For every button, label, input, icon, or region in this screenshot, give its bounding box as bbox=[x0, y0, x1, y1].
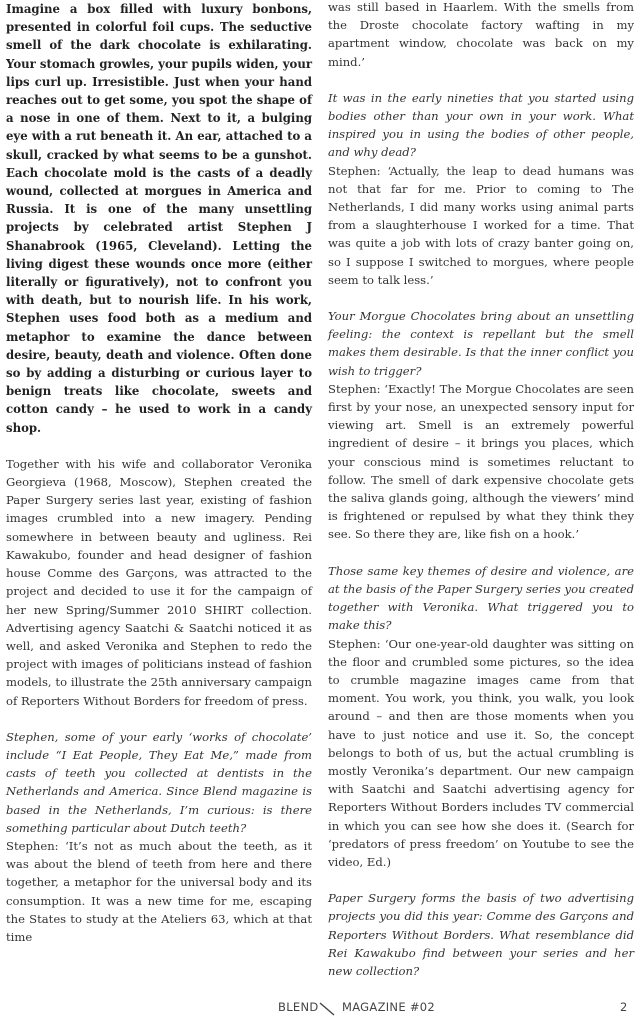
backslash-divider-icon bbox=[318, 1002, 336, 1016]
page-number: 2 bbox=[620, 1000, 628, 1014]
footer-brand: BLEND bbox=[278, 1000, 319, 1014]
interview-question: It was in the early nineties that you started using bodies other than your own in your work. What inspired you in using the bodies of other people, and why dead? bbox=[328, 90, 634, 160]
interview-question: Your Morgue Chocolates bring about an unsettling feeling: the context is repellant but the smell makes them desirable. Is that the inner conflict you wish to trigger? bbox=[328, 309, 634, 378]
interview-answer-continued: was still based in Haarlem. With the smells from the Droste chocolate factory wafting in my apartment window, chocolate was back on my mind.’ bbox=[328, 0, 634, 69]
interview-question: Those same key themes of desire and violence, are at the basis of the Paper Surgery series you created together with Veronika. What triggered you to make this? bbox=[328, 563, 634, 633]
footer-issue: MAGAZINE #02 bbox=[342, 1000, 436, 1014]
body-paragraph: Together with his wife and collaborator Veronika Georgieva (1968, Moscow), Stephen created the Paper Surgery series last year, existing of fashion images crumbled into a new imagery. Pending somewhere in between beauty and ugliness. Rei Kawakubo, founder and head designer of fashion house Comme des Garçons, was attracted to the project and decided to use it for the campaign of her new Spring/Summer 2010 SHIRT collection. Advertising agency Saatchi & Saatchi noticed it as well, and asked Veronika and Stephen to redo the project with images of politicians instead of fashion models, to illustrate the 25th anniversary campaign of Reporters Without Borders for freedom of press. bbox=[6, 456, 312, 708]
intro-paragraph: Imagine a box filled with luxury bonbons, presented in colorful foil cups. The seductive smell of the dark chocolate is exhilarating. Your stomach growles, your pupils widen, your lips curl up. Irresistible. Just when your hand reaches out to get some, you spot the shape of a nose in one of them. Next to it, a bulging eye with a rut beneath it. An ear, attached to a skull, cracked by what seems to be a gunshot. Each chocolate mold is the casts of a deadly wound, collected at morgues in America and Russia. It is one of the many unsettling projects by celebrated artist Stephen J Shanabrook (1965, Cleveland). Letting the living digest these wounds once more (either literally or figuratively), not to confront you with death, but to nourish life. In his work, Stephen uses food both as a medium and metaphor to examine the dance between desire, beauty, death and violence. Often done so by adding a disturbing or curious layer to benign treats like chocolate, sweets and cotton candy – he used to work in a candy shop. bbox=[6, 2, 312, 435]
right-column bbox=[328, 0, 634, 980]
left-column bbox=[6, 0, 312, 946]
interview-answer: Stephen: ‘Our one-year-old daughter was sitting on the floor and crumbled some pictures, so the idea to crumble magazine images came from that moment. You work, you think, you walk, you look around – and then are those moments when you have to just notice and use it. So, the concept belongs to both of us, but the actual crumbling is mostly Veronika’s department. Our new campaign with Saatchi and Saatchi advertising agency for Reporters Without Borders includes TV commercial in which you can see how she does it. (Search for ‘predators of press freedom’ on Youtube to see the video, Ed.) bbox=[328, 636, 634, 869]
interview-answer: Stephen: ‘Exactly! The Morgue Chocolates are seen first by your nose, an unexpected sensory input for viewing art. Smell is an extremely powerful ingredient of desire – it brings you places, which your conscious mind is sometimes reluctant to follow. The smell of dark expensive chocolate gets the saliva glands going, although the viewers’ mind is frightened or repulsed by what they think they see. So there they are, like fish on a hook.’ bbox=[328, 381, 634, 542]
interview-question: Stephen, some of your early ‘works of chocolate’ include “I Eat People, They Eat Me,” made from casts of teeth you collected at dentists in the Netherlands and America. Since Blend magazine is based in the Netherlands, I’m curious: is there something particular about Dutch teeth? bbox=[6, 729, 312, 835]
interview-answer: Stephen: ‘Actually, the leap to dead humans was not that far for me. Prior to coming to The Netherlands, I did many works using animal parts from a slaughterhouse I worked for a time. That was quite a job with lots of crazy banter going on, so I suppose I switched to morgues, where people seem to talk less.’ bbox=[328, 163, 634, 287]
interview-question: Paper Surgery forms the basis of two advertising projects you did this year: Comme des Garçons and Reporters Without Borders. What resemblance did Rei Kawakubo find between your series and her new collection? bbox=[328, 891, 634, 978]
page-footer bbox=[0, 1000, 644, 1020]
interview-answer: Stephen: ‘It’s not as much about the teeth, as it was about the blend of teeth from here and there together, a metaphor for the universal body and its consumption. It was a new time for me, escaping the States to study at the Ateliers 63, which at that time bbox=[6, 838, 312, 944]
